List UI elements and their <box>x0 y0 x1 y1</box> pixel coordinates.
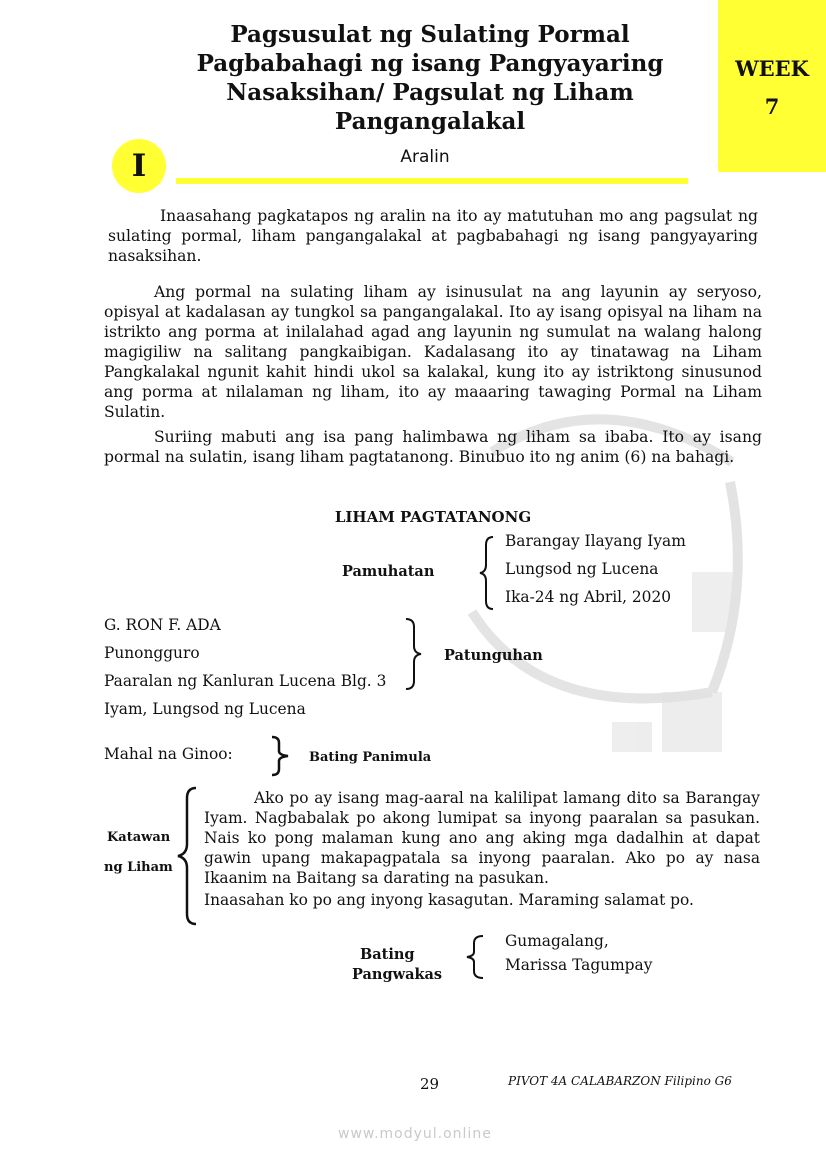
body-paragraph: Ako po ay isang mag-aaral na kalilipat lamang dito sa Barangay Iyam. Nagbabalak po akong lumipat sa inyong paaralan sa pasukan. Nais ko pong malaman kung ano ang aking mga dadalhin at dapat gawin upang makapagpatala sa inyong paaralan. Ako po ay nasa Ikaanim na Baitang sa darating na pasukan. <box>204 789 760 887</box>
pamuhatan-line: Barangay Ilayang Iyam <box>505 532 686 550</box>
signature-name: Marissa Tagumpay <box>505 956 653 974</box>
body-label-line2: ng Liham <box>104 860 173 875</box>
week-box <box>718 0 826 172</box>
closing-brace <box>464 934 486 980</box>
instruction-text: Suriing mabuti ang isa pang halimbawa ng liham sa ibaba. Ito ay isang pormal na sulatin, isang liham pagtatanong. Binubuo ito ng anim (6) na bahagi. <box>104 428 762 466</box>
patunguhan-line: Paaralan ng Kanluran Lucena Blg. 3 <box>104 672 387 690</box>
patunguhan-brace <box>402 617 424 691</box>
closing-label-line1: Bating <box>360 946 415 963</box>
patunguhan-line: Iyam, Lungsod ng Lucena <box>104 700 306 718</box>
salutation-brace <box>268 735 292 777</box>
page-number: 29 <box>420 1075 440 1093</box>
definition-paragraph <box>104 282 762 422</box>
patunguhan-label: Patunguhan <box>444 647 543 664</box>
week-number: 7 <box>764 94 780 119</box>
section-divider <box>176 178 688 184</box>
section-badge: I <box>112 139 166 193</box>
body-label-line1: Katawan <box>107 830 171 845</box>
pamuhatan-line: Lungsod ng Lucena <box>505 560 659 578</box>
instruction-paragraph <box>104 427 762 467</box>
pamuhatan-line: Ika-24 ng Abril, 2020 <box>505 588 672 606</box>
section-label: Aralin <box>400 147 450 167</box>
intro-paragraph <box>108 206 758 266</box>
definition-text: Ang pormal na sulating liham ay isinusulat na ang layunin ay seryoso, opisyal at kadalasan ay tungkol sa pangangalakal. Ito ay isang opisyal na liham na istrikto ang porma at inilalahad agad ang layunin ng sumulat na walang halong magigiliw na salitang pangkaibigan. Kadalasang ito ay tinatawag na Liham Pangkalakal ngunit kahit hindi ukol sa kalakal, kung ito ay istriktong sinusunod ang porma at nilalaman ng liham, ito ay maaaring tawaging Pormal na Liham Sulatin. <box>104 283 762 421</box>
pamuhatan-brace <box>478 535 498 611</box>
footer-source: PIVOT 4A CALABARZON Filipino G6 <box>508 1074 732 1088</box>
title-line: Pagbabahagi ng isang Pangyayaring <box>196 50 664 77</box>
patunguhan-line: Punongguro <box>104 644 200 662</box>
pamuhatan-label: Pamuhatan <box>342 563 435 580</box>
salutation-label: Bating Panimula <box>309 750 432 765</box>
body-brace <box>174 786 200 926</box>
intro-text: Inaasahang pagkatapos ng aralin na ito ay matutuhan mo ang pagsulat ng sulating pormal, liham pangangalakal at pagbabahagi ng isang pangyayaring nasaksihan. <box>108 207 758 265</box>
closing-label-line2: Pangwakas <box>352 966 443 983</box>
title-line: Pangangalakal <box>334 108 526 135</box>
week-label: WEEK <box>735 56 809 81</box>
page-title <box>170 20 690 136</box>
letter-heading: LIHAM PAGTATANONG <box>334 508 532 526</box>
closing-line: Gumagalang, <box>505 932 609 950</box>
body-paragraph: Inaasahan ko po ang inyong kasagutan. Maraming salamat po. <box>204 891 694 909</box>
title-line: Pagsusulat ng Sulating Pormal <box>230 21 630 48</box>
title-line: Nasaksihan/ Pagsulat ng Liham <box>226 79 634 106</box>
letter-body <box>204 788 760 910</box>
salutation-text: Mahal na Ginoo: <box>104 745 233 763</box>
patunguhan-line: G. RON F. ADA <box>104 616 221 634</box>
watermark: www.modyul.online <box>338 1126 492 1142</box>
